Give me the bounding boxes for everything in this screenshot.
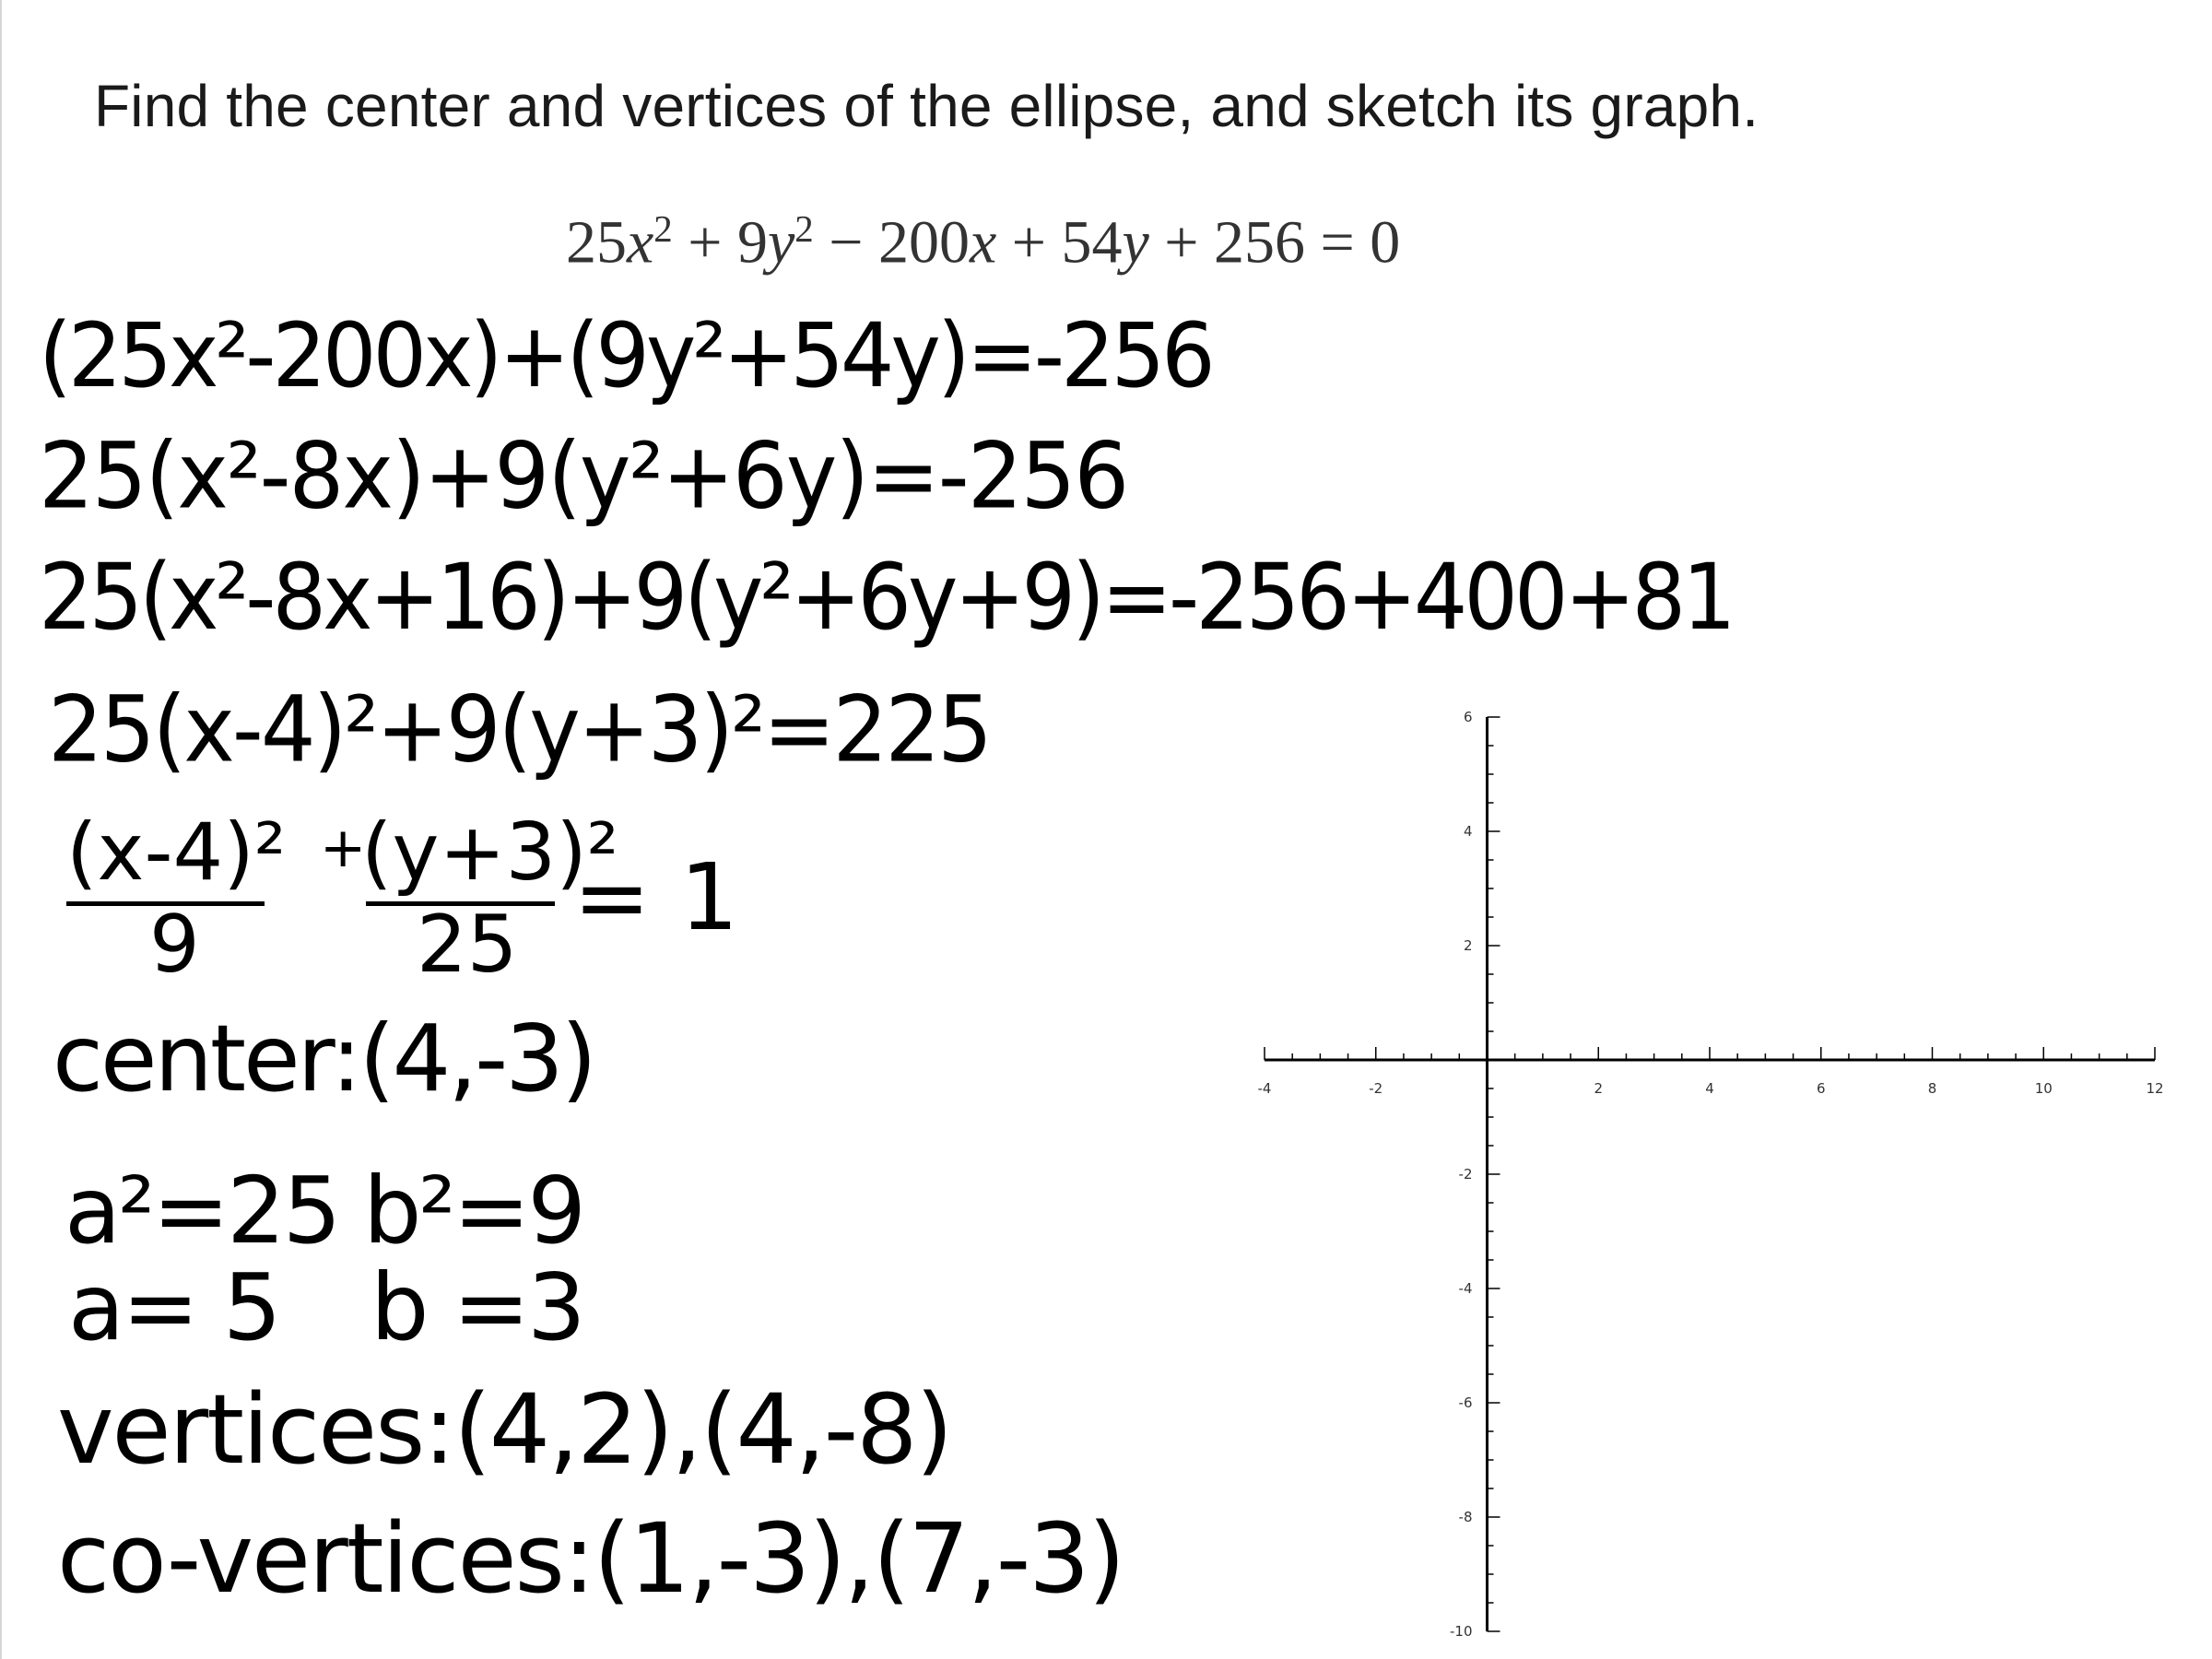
y-tick-label: 2 (1463, 937, 1473, 954)
y-tick-label: 6 (1463, 709, 1473, 725)
eq-var: x (969, 208, 997, 276)
eq-term: 25 (566, 208, 627, 276)
y-tick-label: -2 (1458, 1166, 1473, 1182)
fraction-denominator-x: 9 (149, 899, 200, 991)
work-line-grouping: (25x²-200x)+(9y²+54y)=-256 (39, 304, 1212, 408)
y-tick-label: -4 (1458, 1280, 1473, 1297)
fraction-numerator-x: (x-4)² (66, 806, 287, 899)
x-tick-label: 6 (1816, 1080, 1826, 1097)
eq-term: − 200 (813, 208, 970, 276)
eq-exponent: 2 (653, 208, 673, 250)
work-line-squared-form: 25(x-4)²+9(y+3)²=225 (48, 677, 990, 783)
eq-var: x (627, 208, 654, 276)
tick-marks (1265, 717, 2155, 1631)
y-tick-label: -6 (1458, 1394, 1473, 1411)
standard-form-fraction (66, 806, 739, 991)
b-squared: b²=9 (363, 1157, 583, 1265)
fraction-equals-one: = 1 (573, 843, 739, 951)
fraction-plus: + (320, 816, 367, 880)
b-value: b =3 (371, 1253, 583, 1361)
work-line-complete-square: 25(x²-8x+16)+9(y²+6y+9)=-256+400+81 (39, 544, 1733, 651)
y-tick-label: -10 (1450, 1623, 1473, 1640)
y-tick-label: -8 (1458, 1509, 1473, 1525)
x-tick-label: 12 (2146, 1080, 2164, 1097)
x-tick-label: 2 (1594, 1080, 1604, 1097)
coordinate-plane (1255, 700, 2177, 1650)
a-value: a= 5 (68, 1253, 279, 1361)
work-line-factor: 25(x²-8x)+9(y²+6y)=-256 (39, 424, 1128, 530)
eq-term: + 9 (672, 208, 768, 276)
x-tick-label: 10 (2034, 1080, 2053, 1097)
x-tick-label: -4 (1257, 1080, 1272, 1097)
vertices-result: vertices:(4,2),(4,-8) (57, 1373, 952, 1486)
x-tick-label: -2 (1369, 1080, 1383, 1097)
x-tick-label: 8 (1927, 1080, 1937, 1097)
center-result: center:(4,-3) (53, 1005, 594, 1112)
problem-equation (566, 207, 1400, 278)
eq-exponent: 2 (794, 208, 814, 250)
eq-term: + 54 (996, 208, 1123, 276)
fraction-denominator-y: 25 (417, 899, 518, 991)
y-tick-label: 4 (1463, 823, 1473, 840)
a-squared: a²=25 (65, 1157, 339, 1265)
tick-labels (1258, 709, 2164, 1640)
eq-var: y (1122, 208, 1149, 276)
co-vertices-result: co-vertices:(1,-3),(7,-3) (57, 1502, 1124, 1615)
axes (1265, 717, 2155, 1631)
x-tick-label: 4 (1705, 1080, 1714, 1097)
problem-title: Find the center and vertices of the ellipse, and sketch its graph. (94, 73, 1759, 139)
eq-term: + 256 = 0 (1148, 208, 1401, 276)
fraction-numerator-y: (y+3)² (361, 806, 619, 899)
eq-var: y (767, 208, 795, 276)
